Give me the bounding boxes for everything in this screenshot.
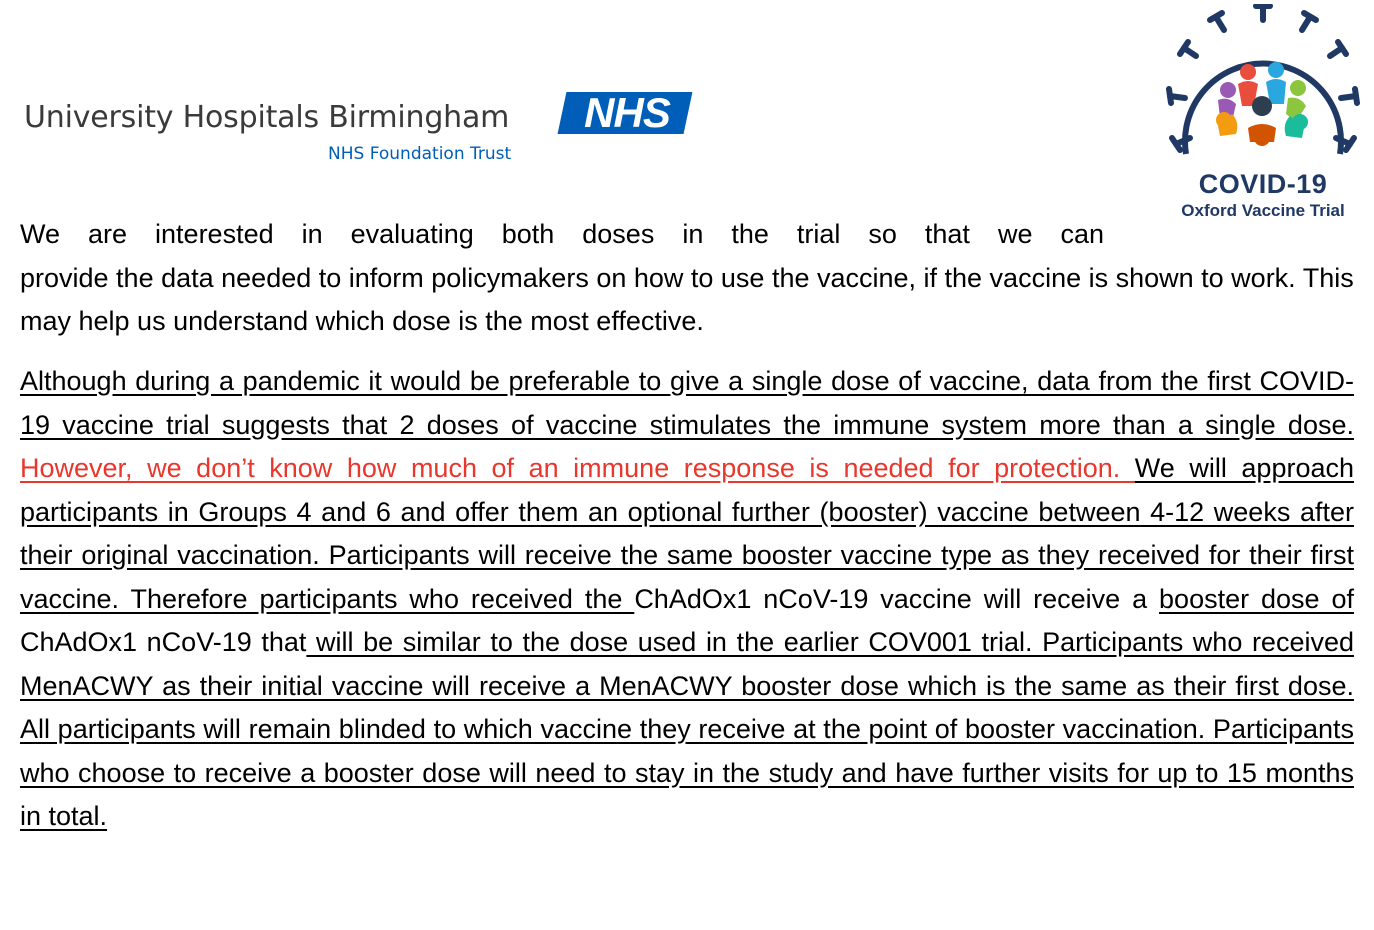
booster-text-red-underlined: However, we don’t know how much of an immune response is needed for protection.	[20, 453, 1135, 483]
hospital-name: University Hospitals Birmingham	[24, 100, 510, 135]
paragraph-intro-line1: We are interested in evaluating both doses in the trial so that we can	[20, 219, 1104, 249]
nhs-badge: NHS	[584, 89, 670, 136]
booster-text-underlined-4: will be similar to the dose used in the earlier COV001 trial. Participants who received MenACWY as their initial vaccine will receive a MenACWY booster dose which is the same as their first dose. All participants will remain blinded to which vaccine they receive at the point of booster vaccination. Participants who choose to receive a booster dose will need to stay in the study and have further visits for up to 15 months in total.	[20, 627, 1354, 831]
covid-vaccine-trial-logo	[1152, 4, 1374, 228]
paragraph-intro	[20, 213, 1354, 344]
booster-text-underlined-2: We will approach participants in Groups 4 and 6 and offer them an optional further (booster) vaccine between 4-12 weeks after their original vaccination. Participants will receive the same booster vaccine type as they received for their first vaccine. Therefore participants who received the	[20, 453, 1354, 614]
booster-text-underlined-1: Although during a pandemic it would be preferable to give a single dose of vaccine, data from the first COVID-19 vaccine trial suggests that 2 doses of vaccine stimulates the immune system more than a single dose.	[20, 366, 1354, 440]
paragraph-intro-rest: provide the data needed to inform policymakers on how to use the vaccine, if the vaccine is shown to work. This may help us understand which dose is the most effective.	[20, 262, 1354, 336]
booster-text-underlined-3: booster dose of	[1159, 583, 1354, 614]
people-circle-icon	[1216, 62, 1308, 146]
paragraph-booster	[20, 360, 1354, 839]
booster-text-plain-2: ChAdOx1 nCoV-19 that	[20, 627, 307, 657]
covid-logo-title: COVID-19	[1198, 169, 1328, 199]
covid-logo-subtitle: Oxford Vaccine Trial	[1181, 201, 1345, 220]
uhb-nhs-logo	[22, 90, 682, 170]
booster-text-plain-1: ChAdOx1 nCoV-19 vaccine will receive a	[634, 583, 1160, 614]
trust-name: NHS Foundation Trust	[328, 144, 512, 164]
